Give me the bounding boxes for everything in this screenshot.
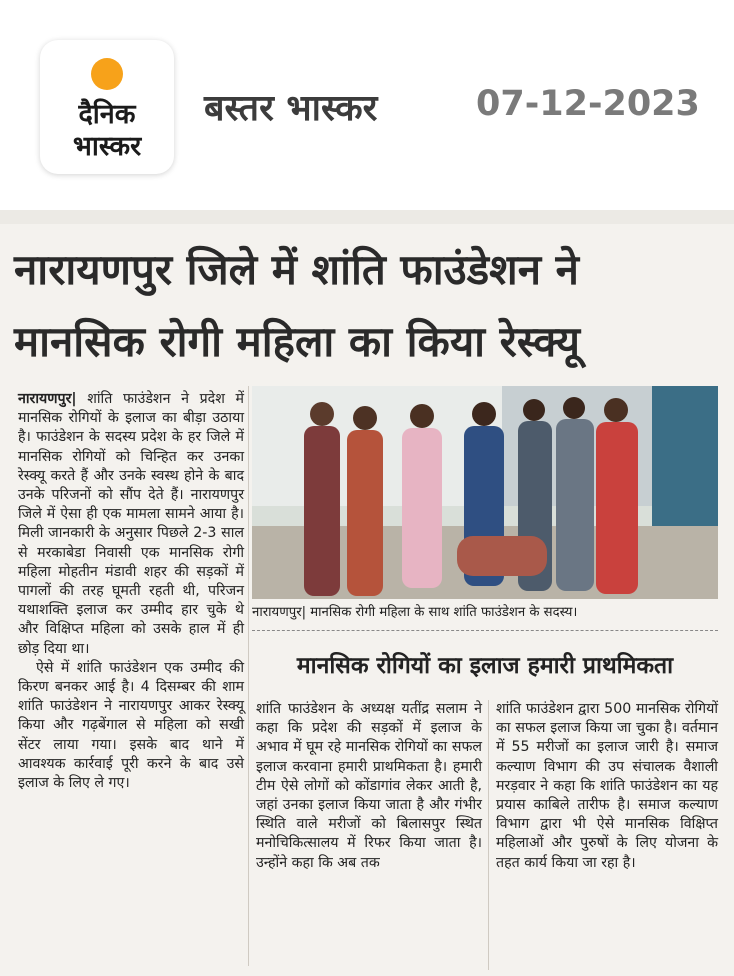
- article-left-column: [18, 390, 244, 793]
- left-paragraph-1-text: शांति फाउंडेशन ने प्रदेश में मानसिक रोगियों के इलाज का बीड़ा उठाया है। फाउंडेशन के सदस्य प्रदेश के हर जिले में मानसिक रोगियों को चिन्हित कर उनका रेस्क्यू करते हैं और उनके स्वस्थ होने के बाद उनके परिजनों को सौंप देते हैं। नारायणपुर जिले में ऐसा ही एक मामला सामने आया है। मिली जानकारी के अनुसार पिछले 2-3 साल से मरकाबेडा निवासी एक मानसिक रोगी महिला मोहतीन मंडावी शहर की सड़कों में पागलों की तरह घूमती रहती थी, परिजन यथाशक्ति इलाज कर उम्मीद हार चुके थे और विक्षिप्त महिला को उसके हाल में ही छोड़ दिया था।: [18, 391, 244, 657]
- article-right-column: शांति फाउंडेशन द्वारा 500 मानसिक रोगियों का सफल इलाज किया जा चुका है। वर्तमान में 55 मरीजों का इलाज जारी है। समाज कल्याण विभाग की उप संचालक वैशाली मरड़वार ने कहा कि शांति फाउंडेशन का यह प्रयास काबिले तारीफ है। समाज कल्याण विभाग द्वारा भी ऐसे मानसिक विक्षिप्त महिलाओं और पुरुषों के लिए योजना के तहत कार्य किया जा रहा है।: [496, 701, 718, 871]
- subheading: मानसिक रोगियों का इलाज हमारी प्राथमिकता: [296, 653, 674, 679]
- logo-text-line1: दैनिक: [78, 99, 136, 130]
- headline-line2: मानसिक रोगी महिला का किया रेस्क्यू: [14, 317, 581, 366]
- paper-edge: [0, 210, 734, 224]
- group-photo-image: [252, 386, 718, 599]
- logo-text-line2: भास्कर: [72, 131, 142, 162]
- column-rule-right: [488, 700, 489, 970]
- dainik-bhaskar-logo[interactable]: [40, 40, 174, 174]
- headline-line1: नारायणपुर जिले में शांति फाउंडेशन ने: [14, 245, 579, 294]
- sun-icon: [91, 58, 123, 90]
- article-photo: [252, 386, 718, 599]
- column-rule-left: [248, 386, 249, 966]
- photo-caption: नारायणपुर| मानसिक रोगी महिला के साथ शांति फाउंडेशन के सदस्य।: [252, 605, 578, 620]
- section-divider: [252, 630, 718, 631]
- edition-date: 07-12-2023: [476, 84, 700, 124]
- left-paragraph-2: ऐसे में शांति फाउंडेशन एक उम्मीद की किरण बनकर आई है। 4 दिसम्बर की शाम शांति फाउंडेशन ने नारायणपुर आकर रेस्क्यू किया और गढ़बेंगाल से महिला को सखी सेंटर लाया गया। इसके बाद थाने में आवश्यक कार्रवाई पूरी करने के बाद उसे इलाज के लिए ले गए।: [18, 659, 244, 792]
- article-middle-column: शांति फाउंडेशन के अध्यक्ष यतींद्र सलाम ने कहा कि प्रदेश की सड़कों में इलाज के अभाव में घूम रहे मानसिक रोगियों का सफल इलाज करवाना हमारी प्राथमिकता है। हमारी टीम ऐसे लोगों को कोंडागांव लेकर आती है, जहां उनका इलाज किया जाता है और गंभीर स्थिति वाले मरीजों को बिलासपुर स्थित मनोचिकित्सालय में रिफर किया जाता है। उन्होंने कहा कि अब तक: [256, 701, 482, 871]
- newspaper-clipping[interactable]: [0, 210, 734, 976]
- dateline: नारायणपुर|: [18, 391, 77, 407]
- app-header: [0, 0, 734, 205]
- edition-name: बस्तर भास्कर: [204, 88, 378, 129]
- left-paragraph-1: [18, 390, 244, 659]
